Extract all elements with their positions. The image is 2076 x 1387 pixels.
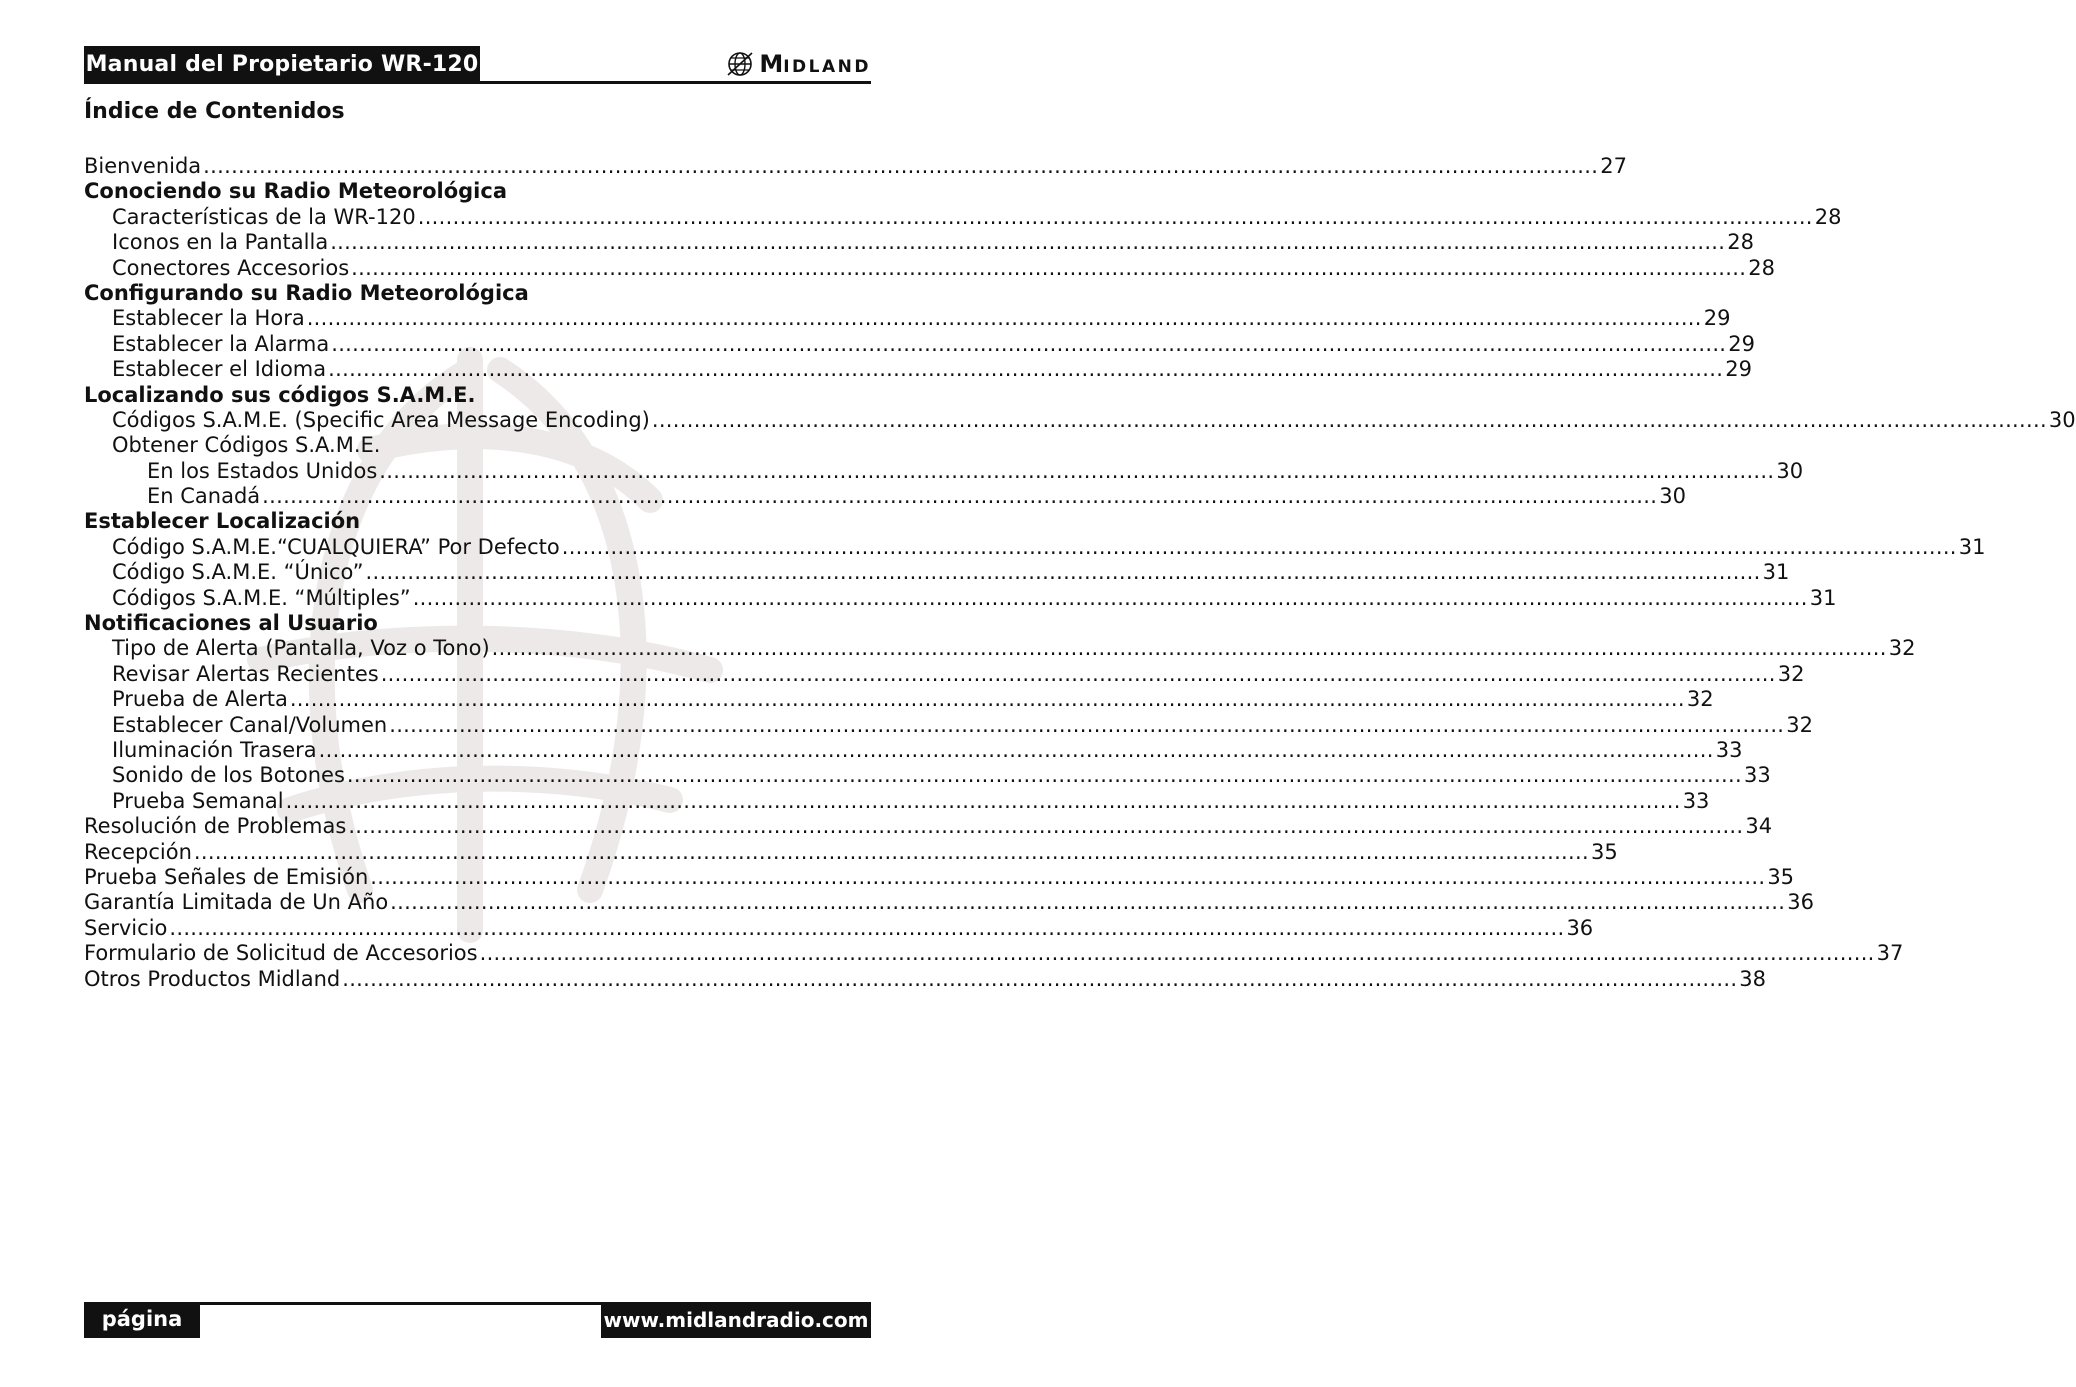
- toc-entry[interactable]: [84, 458, 1804, 484]
- dot-leader: ........................................................................................................................................................................................................: [348, 814, 1744, 839]
- toc-entry[interactable]: [84, 154, 1627, 179]
- toc-entry-label: Tipo de Alerta (Pantalla, Voz o Tono): [112, 636, 490, 661]
- toc-entry-page: 36: [1787, 890, 1814, 915]
- toc-entry-label: Establecer el Idioma: [112, 357, 327, 382]
- dot-leader: ........................................................................................................................................................................................................: [328, 357, 1724, 382]
- toc-entry-label: Establecer la Alarma: [112, 331, 330, 356]
- toc-entry-label: Prueba de Alerta: [112, 687, 288, 712]
- toc-entry[interactable]: [84, 331, 1756, 357]
- page-number: página 26: [84, 1302, 200, 1338]
- toc-entry-page: 28: [1727, 230, 1754, 255]
- toc-entry-label: Localizando sus códigos S.A.M.E.: [84, 382, 476, 407]
- toc-entry[interactable]: [84, 839, 1618, 865]
- toc-entry-label: Recepción: [84, 839, 192, 864]
- toc-entry[interactable]: [84, 560, 1790, 585]
- toc-entry[interactable]: [84, 788, 1710, 814]
- toc-entry-label: Garantía Limitada de Un Año: [84, 890, 389, 915]
- dot-leader: ........................................................................................................................................................................................................: [331, 331, 1727, 356]
- toc-entry[interactable]: [84, 585, 1837, 611]
- toc-entry-page: 28: [1814, 204, 1842, 229]
- dot-leader: ........................................................................................................................................................................................................: [417, 204, 1813, 229]
- toc-entry-label: Obtener Códigos S.A.M.E.: [112, 433, 381, 458]
- toc-entry-label: Código S.A.M.E. “Único”: [112, 560, 364, 585]
- toc-entry-page: 30: [1776, 458, 1804, 483]
- dot-leader: ........................................................................................................................................................................................................: [561, 534, 1957, 559]
- toc-entry-label: Notificaciones al Usuario: [84, 611, 378, 636]
- toc-heading: Índice de Contenidos: [84, 99, 345, 124]
- dot-leader: ........................................................................................................................................................................................................: [379, 458, 1775, 483]
- toc-entry-label: Servicio: [84, 915, 168, 940]
- toc-entry-page: 32: [1786, 712, 1814, 737]
- toc-entry-page: 32: [1686, 687, 1714, 712]
- toc-entry-label: Prueba Señales de Emisión: [84, 864, 369, 889]
- toc-entry-page: 36: [1566, 915, 1594, 940]
- toc-entry[interactable]: [84, 636, 1916, 661]
- toc-entry[interactable]: [84, 737, 1743, 763]
- toc-entry-page: 31: [1762, 560, 1790, 585]
- toc-entry-label: Conectores Accesorios: [112, 255, 350, 280]
- website-link[interactable]: www.midlandradio.com: [601, 1302, 871, 1338]
- toc-entry[interactable]: [84, 890, 1814, 915]
- manual-title: Manual del Propietario WR-120: [84, 46, 480, 83]
- toc-entry-page: 33: [1743, 763, 1771, 788]
- toc-entry[interactable]: [84, 306, 1731, 331]
- dot-leader: ........................................................................................................................................................................................................: [380, 661, 1776, 686]
- toc-entry-label: En Canadá: [147, 484, 261, 509]
- toc-entry[interactable]: [84, 484, 1686, 509]
- toc-entry-page: 30: [1659, 484, 1686, 509]
- toc-entry-page: 27: [1600, 154, 1627, 178]
- toc-entry-label: Iluminación Trasera: [112, 737, 317, 762]
- toc-entry-page: 29: [1725, 357, 1752, 382]
- toc-entry-label: Formulario de Solicitud de Accesorios: [84, 941, 478, 966]
- dot-leader: ........................................................................................................................................................................................................: [346, 763, 1742, 788]
- toc-entry[interactable]: [84, 915, 1594, 941]
- toc-section: [84, 281, 871, 306]
- toc-entry-label: Otros Productos Midland: [84, 966, 341, 991]
- toc-entry: [84, 433, 871, 458]
- toc-entry-page: 34: [1745, 814, 1773, 839]
- toc-entry[interactable]: [84, 941, 1904, 966]
- toc-entry[interactable]: [84, 407, 2076, 433]
- toc-entry[interactable]: [84, 204, 1842, 230]
- toc-section: [84, 383, 871, 408]
- toc-entry-label: Resolución de Problemas: [84, 814, 347, 839]
- toc-section: [84, 179, 871, 204]
- toc-entry-page: 31: [1809, 585, 1837, 610]
- toc-entry-page: 30: [2048, 407, 2076, 432]
- toc-entry[interactable]: [84, 534, 1986, 560]
- dot-leader: ........................................................................................................................................................................................................: [318, 737, 1714, 762]
- dot-leader: ........................................................................................................................................................................................................: [193, 839, 1589, 864]
- dot-leader: ........................................................................................................................................................................................................: [370, 864, 1766, 889]
- toc-entry-label: Configurando su Radio Meteorológica: [84, 280, 529, 305]
- toc-entry[interactable]: [84, 763, 1771, 788]
- dot-leader: ........................................................................................................................................................................................................: [306, 306, 1702, 331]
- toc-entry[interactable]: [84, 814, 1773, 839]
- dot-leader: ........................................................................................................................................................................................................: [289, 687, 1685, 712]
- dot-leader: ........................................................................................................................................................................................................: [390, 890, 1786, 915]
- toc-entry-label: Sonido de los Botones: [112, 763, 345, 788]
- dot-leader: ........................................................................................................................................................................................................: [491, 636, 1887, 661]
- toc-entry[interactable]: [84, 864, 1795, 890]
- toc-entry[interactable]: [84, 966, 1767, 992]
- toc-entry-label: En los Estados Unidos: [147, 458, 378, 483]
- brand-name: MIDLAND: [759, 50, 871, 78]
- toc-entry-page: 32: [1777, 661, 1805, 686]
- dot-leader: ........................................................................................................................................................................................................: [203, 154, 1599, 178]
- toc-entry-label: Características de la WR-120: [112, 204, 416, 229]
- dot-leader: ........................................................................................................................................................................................................: [351, 255, 1747, 280]
- toc-entry-page: 33: [1682, 788, 1710, 813]
- toc-entry-label: Códigos S.A.M.E. “Múltiples”: [112, 585, 411, 610]
- toc-entry-page: 38: [1739, 966, 1767, 991]
- toc-entry-page: 31: [1958, 534, 1986, 559]
- toc-entry[interactable]: [84, 357, 1752, 382]
- page-header: [84, 46, 871, 84]
- dot-leader: ........................................................................................................................................................................................................: [342, 966, 1738, 991]
- toc-section: [84, 611, 871, 636]
- toc-entry-label: Establecer Canal/Volumen: [112, 712, 388, 737]
- dot-leader: ........................................................................................................................................................................................................: [365, 560, 1761, 585]
- toc-entry-label: Conociendo su Radio Meteorológica: [84, 179, 508, 204]
- page-footer: [84, 1302, 871, 1365]
- toc-entry[interactable]: [84, 255, 1775, 281]
- dot-leader: ........................................................................................................................................................................................................: [389, 712, 1785, 737]
- toc-entry-label: Revisar Alertas Recientes: [112, 661, 379, 686]
- toc-entry-page: 35: [1767, 864, 1795, 889]
- toc-entry-label: Código S.A.M.E.“CUALQUIERA” Por Defecto: [112, 534, 560, 559]
- toc-entry-label: Iconos en la Pantalla: [112, 230, 329, 255]
- toc-section: [84, 509, 871, 534]
- toc-entry-page: 28: [1748, 255, 1775, 280]
- table-of-contents: [84, 154, 2076, 992]
- dot-leader: ........................................................................................................................................................................................................: [169, 915, 1565, 940]
- globe-logo-icon: [725, 49, 755, 79]
- toc-entry-label: Códigos S.A.M.E. (Specific Area Message Encoding): [112, 407, 650, 432]
- dot-leader: ........................................................................................................................................................................................................: [651, 407, 2047, 432]
- toc-entry-label: Prueba Semanal: [112, 788, 284, 813]
- dot-leader: ........................................................................................................................................................................................................: [262, 484, 1658, 509]
- dot-leader: ........................................................................................................................................................................................................: [285, 788, 1681, 813]
- dot-leader: ........................................................................................................................................................................................................: [412, 585, 1808, 610]
- toc-entry-page: 29: [1703, 306, 1731, 331]
- dot-leader: ........................................................................................................................................................................................................: [330, 230, 1726, 255]
- toc-entry-label: Establecer Localización: [84, 509, 361, 534]
- toc-entry-page: 35: [1590, 839, 1618, 864]
- toc-entry-page: 37: [1876, 941, 1904, 966]
- midland-logo: [725, 49, 871, 79]
- toc-entry[interactable]: [84, 661, 1805, 687]
- toc-entry[interactable]: [84, 712, 1814, 738]
- toc-entry-page: 29: [1728, 331, 1756, 356]
- toc-entry[interactable]: [84, 230, 1754, 255]
- dot-leader: ........................................................................................................................................................................................................: [479, 941, 1875, 966]
- toc-entry-page: 32: [1888, 636, 1916, 661]
- toc-entry-label: Bienvenida: [84, 154, 202, 178]
- toc-entry[interactable]: [84, 687, 1714, 712]
- toc-entry-page: 33: [1715, 737, 1743, 762]
- toc-entry-label: Establecer la Hora: [112, 306, 305, 331]
